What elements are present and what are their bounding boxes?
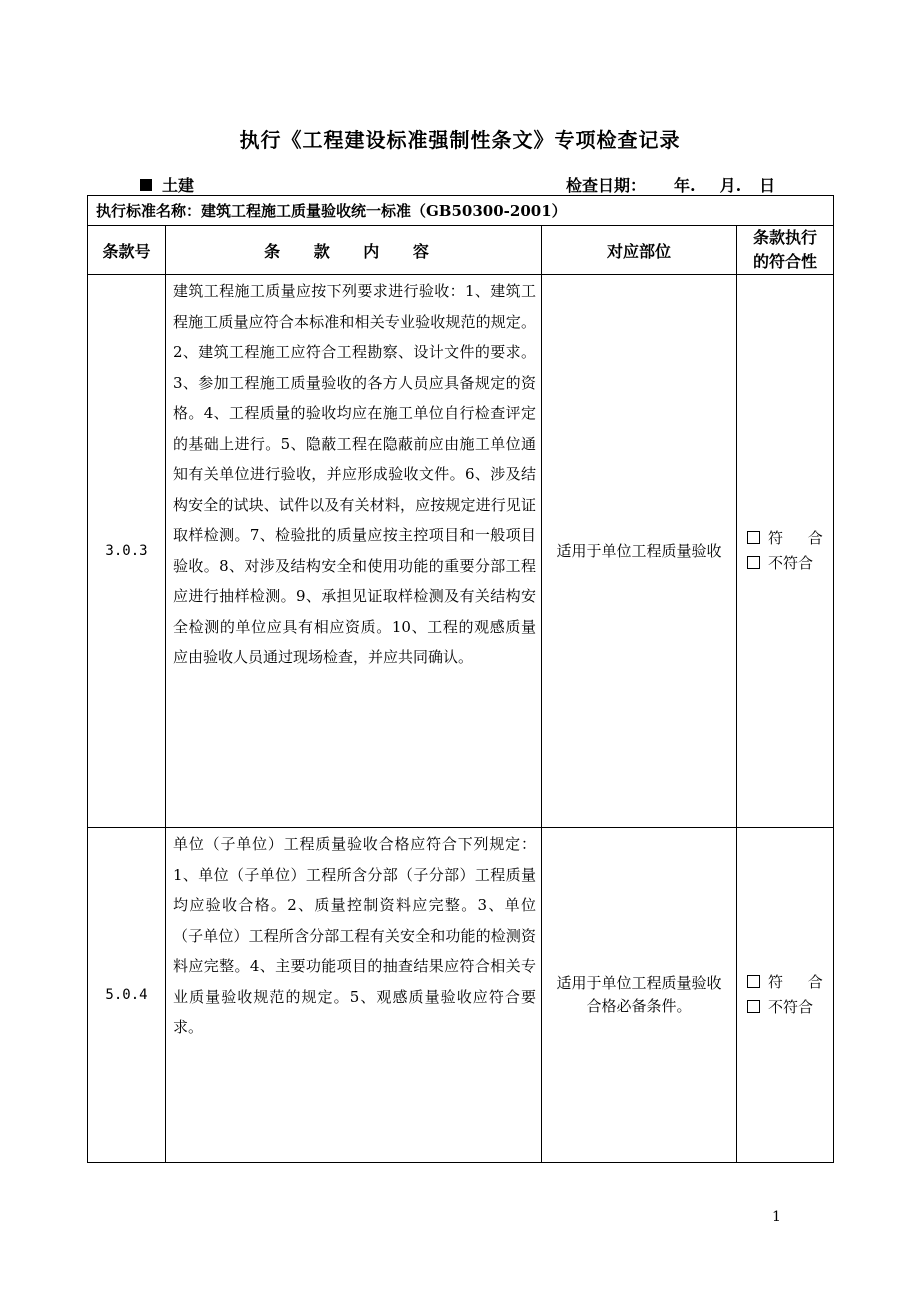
- header-clause-no: 条款号: [88, 226, 166, 275]
- header-part: 对应部位: [542, 226, 737, 275]
- filled-square-icon: [140, 179, 152, 191]
- header-compliance-line1: 条款执行: [753, 228, 818, 247]
- category-text: 土建: [162, 176, 195, 195]
- category-label: [140, 173, 194, 196]
- clause-row: [88, 828, 834, 1163]
- checkbox-icon[interactable]: [747, 531, 760, 544]
- checkbox-icon[interactable]: [747, 1000, 760, 1013]
- clause-content: 单位（子单位）工程质量验收合格应符合下列规定：1、单位（子单位）工程所含分部（子分部）工程质量均应验收合格。2、质量控制资料应完整。3、单位（子单位）工程所含分部工程有关安全和功能的检测资料应完整。4、主要功能项目的抽查结果应符合相关专业质量验收规范的规定。5、观感质量验收应符合要求。: [166, 828, 542, 1163]
- date-month: 月.: [719, 176, 742, 195]
- inspection-table: [87, 195, 834, 1163]
- page-number: 1: [772, 1209, 781, 1225]
- compliance-cell: [737, 828, 834, 1163]
- date-year: 年.: [674, 176, 696, 195]
- header-compliance: [737, 226, 834, 275]
- standard-name: 执行标准名称：建筑工程施工质量验收统一标准（GB50300-2001）: [88, 196, 834, 226]
- clause-content: 建筑工程施工质量应按下列要求进行验收：1、建筑工程施工质量应符合本标准和相关专业验收规范的规定。2、建筑工程施工应符合工程勘察、设计文件的要求。3、参加工程施工质量验收的各方人员应具备规定的资格。4、工程质量的验收均应在施工单位自行检查评定的基础上进行。5、隐蔽工程在隐蔽前应由施工单位通知有关单位进行验收，并应形成验收文件。6、涉及结构安全的试块、试件以及有关材料，应按规定进行见证取样检测。7、检验批的质量应按主控项目和一般项目验收。8、对涉及结构安全和使用功能的重要分部工程应进行抽样检测。9、承担见证取样检测及有关结构安全检测的单位应具有相应资质。10、工程的观感质量应由验收人员通过现场检查，并应共同确认。: [166, 275, 542, 828]
- checkbox-icon[interactable]: [747, 975, 760, 988]
- clause-part: 适用于单位工程质量验收: [542, 275, 737, 828]
- clause-row: [88, 275, 834, 828]
- option-not-comply[interactable]: [747, 995, 833, 1020]
- option-comply[interactable]: [747, 970, 833, 995]
- option-comply-label: 符 合: [768, 973, 833, 991]
- header-row: [88, 226, 834, 275]
- clause-part: 适用于单位工程质量验收合格必备条件。: [542, 828, 737, 1163]
- clause-number: 3.0.3: [88, 275, 166, 828]
- checkbox-icon[interactable]: [747, 556, 760, 569]
- option-not-comply[interactable]: [747, 551, 833, 576]
- option-not-comply-label: 不符合: [768, 998, 814, 1016]
- option-comply[interactable]: [747, 526, 833, 551]
- clause-number: 5.0.4: [88, 828, 166, 1163]
- date-day: 日: [759, 176, 776, 195]
- header-compliance-line2: 的符合性: [753, 252, 818, 271]
- standard-row: [88, 196, 834, 226]
- header-content: 条 款 内 容: [166, 226, 542, 275]
- inspection-date: [566, 173, 775, 196]
- option-not-comply-label: 不符合: [768, 554, 814, 572]
- document-title: 执行《工程建设标准强制性条文》专项检查记录: [239, 128, 681, 152]
- date-label: 检查日期：: [566, 176, 647, 195]
- compliance-cell: [737, 275, 834, 828]
- option-comply-label: 符 合: [768, 529, 833, 547]
